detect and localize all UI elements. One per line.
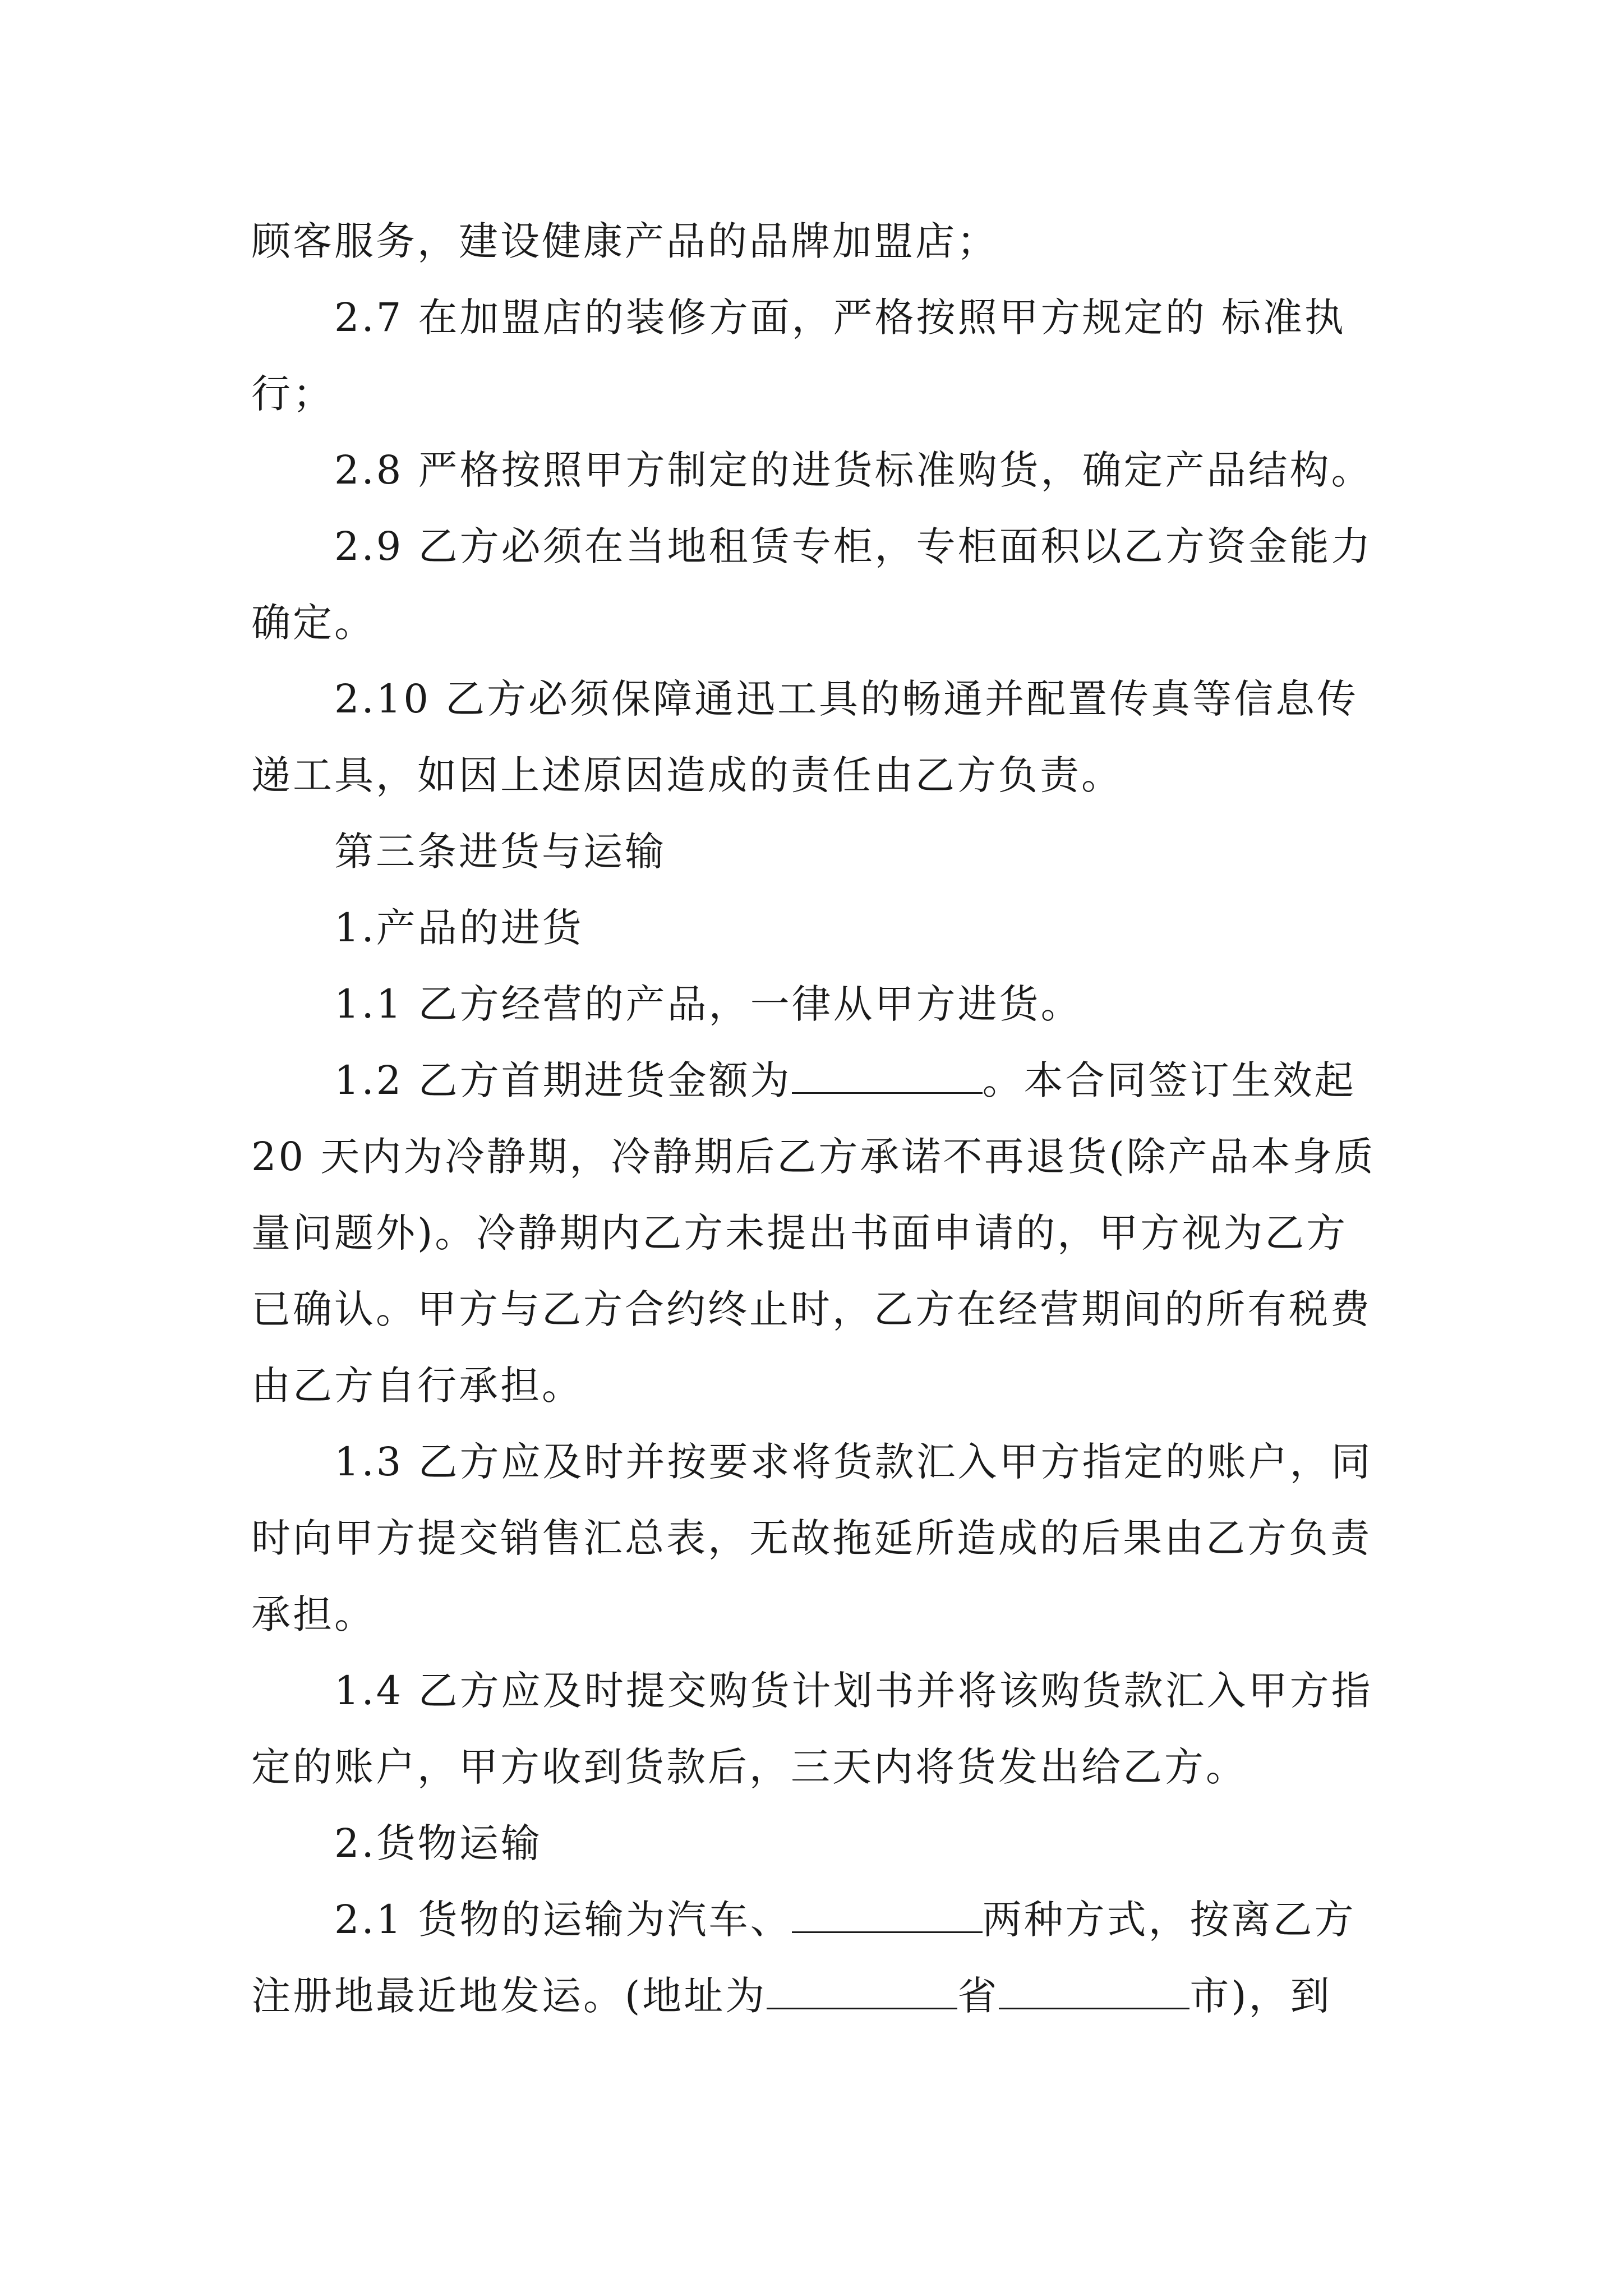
paragraph-2-1-part1: 2.1 货物的运输为汽车、: [334, 1897, 792, 1943]
first-purchase-amount-blank[interactable]: [792, 1053, 983, 1094]
document-body: [251, 203, 1386, 2034]
paragraph-2-1-part3: 省: [957, 1973, 999, 2019]
paragraph-2-1-part4: 市)，到: [1189, 1973, 1332, 2019]
paragraph-2-1: [251, 1881, 1386, 2034]
paragraph-customer-service: 顾客服务，建设健康产品的品牌加盟店；: [251, 218, 998, 264]
section-heading-article-3: 第三条进货与运输: [334, 829, 666, 875]
paragraph-2-1-part2: 两种方式，按离乙方注册地最近地发运。(地址为: [251, 1897, 1356, 2019]
paragraph-2-8: 2.8 严格按照甲方制定的进货标准购货，确定产品结构。: [334, 447, 1373, 493]
paragraph-1-2-part2: 。本合同签订生效起 20 天内为冷静期，冷静期后乙方承诺不再退货(除产品本身质量问题外)。冷静期内乙方未提出书面申请的，甲方视为乙方已确认。甲方与乙方合约终止时，乙方在经营期间的所有税费由乙方自行承担。: [251, 1057, 1376, 1409]
paragraph-1-1: 1.1 乙方经营的产品，一律从甲方进货。: [334, 981, 1082, 1027]
paragraph-1-2: [251, 1042, 1386, 1424]
paragraph-2-7: 2.7 在加盟店的装修方面，严格按照甲方规定的 标准执行；: [251, 295, 1346, 417]
subheading-goods-transport: 2.货物运输: [334, 1820, 542, 1866]
transport-method-blank[interactable]: [792, 1892, 983, 1933]
paragraph-2-10: 2.10 乙方必须保障通迅工具的畅通并配置传真等信息传递工具，如因上述原因造成的责任由乙方负责。: [251, 676, 1359, 798]
city-blank[interactable]: [999, 1968, 1189, 2009]
province-blank[interactable]: [767, 1968, 957, 2009]
paragraph-1-3: 1.3 乙方应及时并按要求将货款汇入甲方指定的账户，同时向甲方提交销售汇总表，无故拖延所造成的后果由乙方负责承担。: [251, 1439, 1373, 1637]
subheading-product-purchase: 1.产品的进货: [334, 905, 584, 951]
paragraph-1-2-part1: 1.2 乙方首期进货金额为: [334, 1057, 792, 1103]
paragraph-1-4: 1.4 乙方应及时提交购货计划书并将该购货款汇入甲方指定的账户，甲方收到货款后，三天内将货发出给乙方。: [251, 1668, 1373, 1790]
paragraph-2-9: 2.9 乙方必须在当地租赁专柜，专柜面积以乙方资金能力确定。: [251, 523, 1373, 646]
